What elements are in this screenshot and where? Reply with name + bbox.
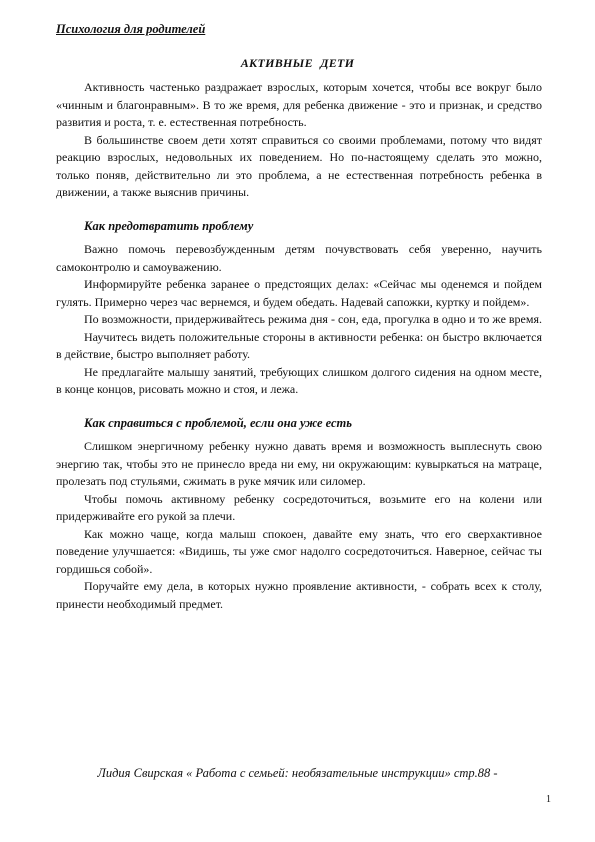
article-title: АКТИВНЫЕ ДЕТИ <box>240 56 355 70</box>
section2-paragraph: Слишком энергичному ребенку нужно давать время и возможность выплеснуть свою энергию так, чтобы это не принесло вреда ни ему, ни окружающим: кувыркаться на матраце, пролезать под стульями, сжимать в руке мячик или силомер. <box>56 439 542 488</box>
section2-paragraph: Чтобы помочь активному ребенку сосредоточиться, возьмите его на колени или придерживайте его рукой за плечи. <box>56 491 542 523</box>
section2-paragraph: Поручайте ему дела, в которых нужно проявление активности, - собрать всех к столу, принести необходимый предмет. <box>56 579 542 611</box>
intro-paragraph: В большинстве своем дети хотят справиться со своими проблемами, потому что видят реакцию взрослых, недовольных их поведением. Но по-настоящему сделать это можно, только поняв, действительно ли это проблема, а не естественная потребность ребенка в движении, а также выяснив причины. <box>56 132 542 199</box>
section1-paragraph: Информируйте ребенка заранее о предстоящих делах: «Сейчас мы оденемся и пойдем гулять. Примерно через час вернемся, и будем обедать. Надевай сапожки, куртку и пойдем». <box>56 277 542 309</box>
section1-paragraph: По возможности, придерживайтесь режима дня - сон, еда, прогулка в одно и то же время. <box>84 312 542 326</box>
section-heading-prevent: Как предотвратить проблему <box>84 218 254 233</box>
section1-paragraph: Не предлагайте малышу занятий, требующих слишком долгого сидения на одном месте, в конце концов, рисовать можно и стоя, и лежа. <box>56 364 542 396</box>
page-header: Психология для родителей <box>56 22 206 36</box>
article-body <box>56 79 542 613</box>
section1-paragraph: Научитесь видеть положительные стороны в активности ребенка: он быстро включается в действие, быстро выполняет работу. <box>56 329 542 361</box>
section-heading-cope: Как справиться с проблемой, если она уже есть <box>84 415 352 430</box>
page-footer-citation: Лидия Свирская « Работа с семьей: необязательные инструкции» стр.88 - <box>97 766 498 780</box>
page-number: 1 <box>546 794 551 805</box>
section1-paragraph: Важно помочь перевозбужденным детям почувствовать себя уверенно, научить самоконтролю и самоуважению. <box>56 242 542 274</box>
intro-paragraph: Активность частенько раздражает взрослых, которым хочется, чтобы все вокруг было «чинным и благонравным». В то же время, для ребенка движение - это и признак, и средство развития и роста, т. е. естественная потребность. <box>56 80 542 129</box>
section2-paragraph: Как можно чаще, когда малыш спокоен, давайте ему знать, что его сверхактивное поведение улучшается: «Видишь, ты уже смог надолго сосредоточиться. Наверное, сейчас ты гордишься собой». <box>56 526 542 576</box>
